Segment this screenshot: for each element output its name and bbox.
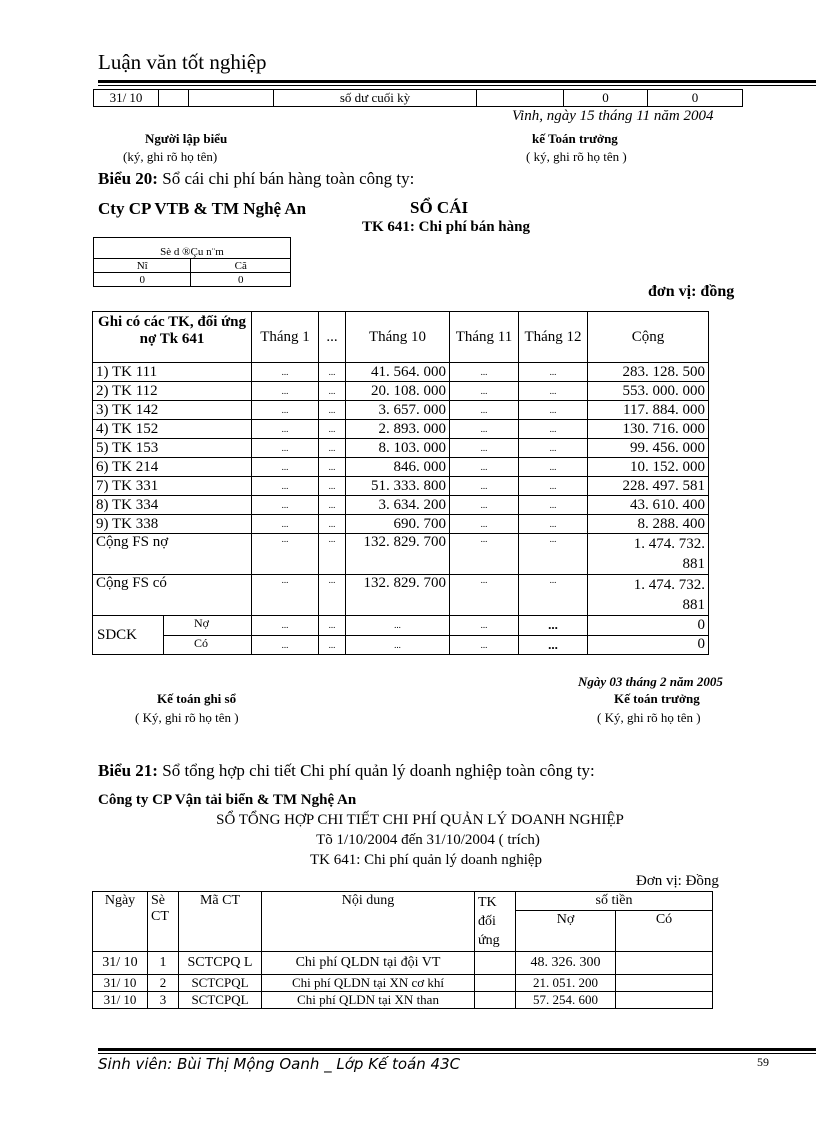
ledger-m1: ... <box>252 496 319 515</box>
qldn-no: 2 <box>148 975 179 992</box>
ledger-m1: ... <box>252 477 319 496</box>
ledger-m12: ... <box>519 458 588 477</box>
bieu20-company: Cty CP VTB & TM Nghệ An <box>98 199 307 218</box>
sdck-credit-label: Có <box>194 636 209 650</box>
debit-total-label: Cộng FS nợ <box>93 534 252 575</box>
qldn-code: SCTCPQL <box>179 992 262 1009</box>
qldn-header-content: Nội dung <box>262 892 475 952</box>
sign2-left-note: ( Ký, ghi rõ họ tên ) <box>135 710 239 725</box>
table-row <box>93 975 713 992</box>
ledger-mx: ... <box>319 477 346 496</box>
qldn-no: 3 <box>148 992 179 1009</box>
table-row <box>93 616 709 636</box>
ledger-m1: ... <box>252 363 319 382</box>
ledger-m1: ... <box>252 439 319 458</box>
opening-debit-value: 0 <box>94 273 191 287</box>
table-row <box>93 515 709 534</box>
table-row <box>93 420 709 439</box>
table-row <box>93 992 713 1009</box>
ledger-mx: ... <box>319 458 346 477</box>
bieu20-ledger-title: SỔ CÁI <box>410 198 469 217</box>
top-v2: 0 <box>648 90 743 107</box>
ledger-mx: ... <box>319 382 346 401</box>
sign2-right-title: Kế toán trưởng <box>614 691 700 706</box>
qldn-content: Chi phí QLDN tại đội VT <box>262 952 475 975</box>
ledger-m11: ... <box>450 439 519 458</box>
sign1-left-title: Người lập biểu <box>145 131 228 146</box>
ledger-total: 228. 497. 581 <box>588 477 709 496</box>
qldn-header-no: Sè CT <box>148 892 179 952</box>
sdck-debit-total: 0 <box>588 616 709 636</box>
ledger-account: 1) TK 111 <box>93 363 252 382</box>
ledger-m10: 3. 657. 000 <box>346 401 450 420</box>
ledger-total: 10. 152. 000 <box>588 458 709 477</box>
debit-total-m1: ... <box>252 534 319 575</box>
qldn-date: 31/ 10 <box>93 952 148 975</box>
qldn-content: Chi phí QLDN tại XN cơ khí <box>262 975 475 992</box>
table-row <box>93 458 709 477</box>
ledger-m10: 3. 634. 200 <box>346 496 450 515</box>
top-table <box>93 89 743 107</box>
col-header-account: Ghi có các TK, đối ứng nợ Tk 641 <box>93 312 252 363</box>
table-row <box>93 496 709 515</box>
ledger-m1: ... <box>252 420 319 439</box>
ledger-m11: ... <box>450 382 519 401</box>
table-row <box>93 401 709 420</box>
ledger-total: 43. 610. 400 <box>588 496 709 515</box>
ledger-account: 6) TK 214 <box>93 458 252 477</box>
debit-total-mx: ... <box>319 534 346 575</box>
header-rule-thin <box>98 85 816 86</box>
table-row <box>93 363 709 382</box>
qldn-tk <box>475 975 516 992</box>
ledger-m12: ... <box>519 477 588 496</box>
ledger-m10: 846. 000 <box>346 458 450 477</box>
sdck-credit-m11: ... <box>450 635 519 655</box>
sdck-debit-m10: ... <box>346 616 450 636</box>
ledger-account: 9) TK 338 <box>93 515 252 534</box>
ledger-account: 7) TK 331 <box>93 477 252 496</box>
ledger-account: 4) TK 152 <box>93 420 252 439</box>
col-header-m10: Tháng 10 <box>346 312 450 363</box>
page-number: 59 <box>757 1055 769 1069</box>
sign1-left-note: (ký, ghi rõ họ tên) <box>123 149 218 164</box>
bieu21-company: Công ty CP Vận tải biển & TM Nghệ An <box>98 792 357 808</box>
top-col2 <box>159 90 189 107</box>
table-row <box>93 575 709 616</box>
debit-total-m12: ... <box>519 534 588 575</box>
sdck-credit-mx: ... <box>319 635 346 655</box>
qldn-content: Chi phí QLDN tại XN than <box>262 992 475 1009</box>
qldn-date: 31/ 10 <box>93 975 148 992</box>
top-v1: 0 <box>564 90 648 107</box>
ledger-mx: ... <box>319 420 346 439</box>
credit-total-mx: ... <box>319 575 346 616</box>
sign1-place-date: Vinh, ngày 15 tháng 11 năm 2004 <box>512 108 714 124</box>
sdck-debit-m12: ... <box>519 616 588 636</box>
col-header-total: Cộng <box>588 312 709 363</box>
qldn-debit: 48. 326. 300 <box>516 952 616 975</box>
sdck-cell <box>93 616 252 655</box>
ledger-total: 117. 884. 000 <box>588 401 709 420</box>
ledger-m12: ... <box>519 382 588 401</box>
sdck-debit-m1: ... <box>252 616 319 636</box>
opening-credit-value: 0 <box>191 273 291 287</box>
qldn-credit <box>616 952 713 975</box>
footer-rule <box>98 1048 816 1051</box>
ledger-m10: 8. 103. 000 <box>346 439 450 458</box>
ledger-m1: ... <box>252 382 319 401</box>
sdck-credit-m12: ... <box>519 635 588 655</box>
debit-total-m10: 132. 829. 700 <box>346 534 450 575</box>
qldn-tk <box>475 992 516 1009</box>
sdck-credit-total: 0 <box>588 635 709 655</box>
credit-total-m12: ... <box>519 575 588 616</box>
table-row <box>93 952 713 975</box>
ledger-account: 5) TK 153 <box>93 439 252 458</box>
ledger-table <box>92 311 709 655</box>
ledger-total: 99. 456. 000 <box>588 439 709 458</box>
footer-rule-thin <box>98 1053 816 1054</box>
ledger-mx: ... <box>319 515 346 534</box>
bieu20-label: Biểu 20: <box>98 169 158 188</box>
ledger-total: 130. 716. 000 <box>588 420 709 439</box>
col-header-m11: Tháng 11 <box>450 312 519 363</box>
qldn-header-date: Ngày <box>93 892 148 952</box>
ledger-account: 8) TK 334 <box>93 496 252 515</box>
qldn-header-row-1 <box>93 892 713 911</box>
ledger-m12: ... <box>519 439 588 458</box>
sign1-right-title: kế Toán trưởng <box>532 131 618 146</box>
ledger-m10: 690. 700 <box>346 515 450 534</box>
debit-total-value-b: 881 <box>682 556 705 572</box>
table-row <box>93 439 709 458</box>
sign2-left-title: Kế toán ghi sổ <box>157 691 237 706</box>
top-date: 31/ 10 <box>94 90 159 107</box>
table-row <box>93 382 709 401</box>
credit-total-m1: ... <box>252 575 319 616</box>
sdck-label: SDCK <box>93 616 164 654</box>
credit-total-label: Cộng FS có <box>93 575 252 616</box>
qldn-debit: 21. 051. 200 <box>516 975 616 992</box>
col-header-m1: Tháng 1 <box>252 312 319 363</box>
debit-total-value <box>588 534 709 575</box>
sdck-debit-mx: ... <box>319 616 346 636</box>
qldn-code: SCTCPQL <box>179 975 262 992</box>
table-row <box>94 90 743 107</box>
sign1-right-note: ( ký, ghi rõ họ tên ) <box>526 149 627 164</box>
bieu21-account: TK 641: Chi phí quản lý doanh nghiệp <box>309 852 543 868</box>
qldn-date: 31/ 10 <box>93 992 148 1009</box>
qldn-credit <box>616 975 713 992</box>
credit-total-value <box>588 575 709 616</box>
ledger-header-row <box>93 312 709 363</box>
credit-total-m10: 132. 829. 700 <box>346 575 450 616</box>
opening-title: Sè d ®Çu n¨m <box>94 238 291 259</box>
sdck-debit-m11: ... <box>450 616 519 636</box>
ledger-total: 553. 000. 000 <box>588 382 709 401</box>
ledger-m11: ... <box>450 363 519 382</box>
ledger-total: 283. 128. 500 <box>588 363 709 382</box>
top-col5 <box>477 90 564 107</box>
ledger-m11: ... <box>450 458 519 477</box>
bieu21-label: Biểu 21: <box>98 761 158 780</box>
ledger-mx: ... <box>319 496 346 515</box>
table-row <box>93 534 709 575</box>
sdck-credit-m10: ... <box>346 635 450 655</box>
ledger-mx: ... <box>319 439 346 458</box>
opening-credit-label: Cã <box>191 259 291 273</box>
credit-total-value-b: 881 <box>682 597 705 613</box>
debit-total-m11: ... <box>450 534 519 575</box>
qldn-tk <box>475 952 516 975</box>
ledger-m12: ... <box>519 401 588 420</box>
ledger-m12: ... <box>519 496 588 515</box>
ledger-m10: 51. 333. 800 <box>346 477 450 496</box>
footer-student: Sinh viên: Bùi Thị Mộng Oanh _ Lớp Kế toán 43C <box>98 1055 461 1073</box>
ledger-m10: 20. 108. 000 <box>346 382 450 401</box>
page-header-title: Luận văn tốt nghiệp <box>98 50 267 74</box>
bieu21-unit: Đơn vị: Đồng <box>636 873 719 889</box>
sign2-place-date: Ngày 03 tháng 2 năm 2005 <box>578 674 723 689</box>
top-label: số dư cuối kỳ <box>274 90 477 107</box>
ledger-account: 3) TK 142 <box>93 401 252 420</box>
qldn-header-amount: số tiền <box>516 892 713 911</box>
credit-total-m11: ... <box>450 575 519 616</box>
ledger-m11: ... <box>450 496 519 515</box>
qldn-debit: 57. 254. 600 <box>516 992 616 1009</box>
debit-total-value-a: 1. 474. 732. <box>633 536 705 552</box>
ledger-m1: ... <box>252 515 319 534</box>
ledger-m1: ... <box>252 401 319 420</box>
qldn-header-debit: Nợ <box>516 911 616 952</box>
qldn-no: 1 <box>148 952 179 975</box>
bieu20-account: TK 641: Chi phí bán hàng <box>362 219 530 235</box>
opening-debit-label: Nî <box>94 259 191 273</box>
ledger-m11: ... <box>450 401 519 420</box>
bieu21-period: Tõ 1/10/2004 đến 31/10/2004 ( trích) <box>316 832 540 848</box>
ledger-m12: ... <box>519 515 588 534</box>
ledger-mx: ... <box>319 401 346 420</box>
ledger-m10: 41. 564. 000 <box>346 363 450 382</box>
bieu20-unit: đơn vị: đồng <box>648 283 735 300</box>
sign2-right-note: ( Ký, ghi rõ họ tên ) <box>597 710 701 725</box>
sdck-debit-label: Nợ <box>164 616 251 636</box>
bieu21-title: Sổ tổng hợp chi tiết Chi phí quản lý doanh nghiệp toàn công ty: <box>162 761 595 780</box>
ledger-m1: ... <box>252 458 319 477</box>
header-rule <box>98 80 816 83</box>
qldn-header-credit: Có <box>616 911 713 952</box>
ledger-m12: ... <box>519 420 588 439</box>
col-header-mx: ... <box>319 312 346 363</box>
ledger-mx: ... <box>319 363 346 382</box>
ledger-total: 8. 288. 400 <box>588 515 709 534</box>
qldn-credit <box>616 992 713 1009</box>
ledger-m11: ... <box>450 515 519 534</box>
ledger-m11: ... <box>450 420 519 439</box>
sdck-credit-m1: ... <box>252 635 319 655</box>
ledger-m11: ... <box>450 477 519 496</box>
qldn-header-tk: TK đối ứng <box>475 892 516 952</box>
ledger-m10: 2. 893. 000 <box>346 420 450 439</box>
col-header-m12: Tháng 12 <box>519 312 588 363</box>
opening-balance-table <box>93 237 291 287</box>
table-row <box>93 477 709 496</box>
qldn-code: SCTCPQ L <box>179 952 262 975</box>
bieu21-ledger-title: SỔ TỔNG HỢP CHI TIẾT CHI PHÍ QUẢN LÝ DOANH NGHIỆP <box>216 812 624 828</box>
top-col3 <box>189 90 274 107</box>
bieu20-title: Sổ cái chi phí bán hàng toàn công ty: <box>162 169 415 188</box>
qldn-table <box>92 891 713 1009</box>
qldn-header-code: Mã CT <box>179 892 262 952</box>
ledger-account: 2) TK 112 <box>93 382 252 401</box>
credit-total-value-a: 1. 474. 732. <box>633 577 705 593</box>
ledger-m12: ... <box>519 363 588 382</box>
